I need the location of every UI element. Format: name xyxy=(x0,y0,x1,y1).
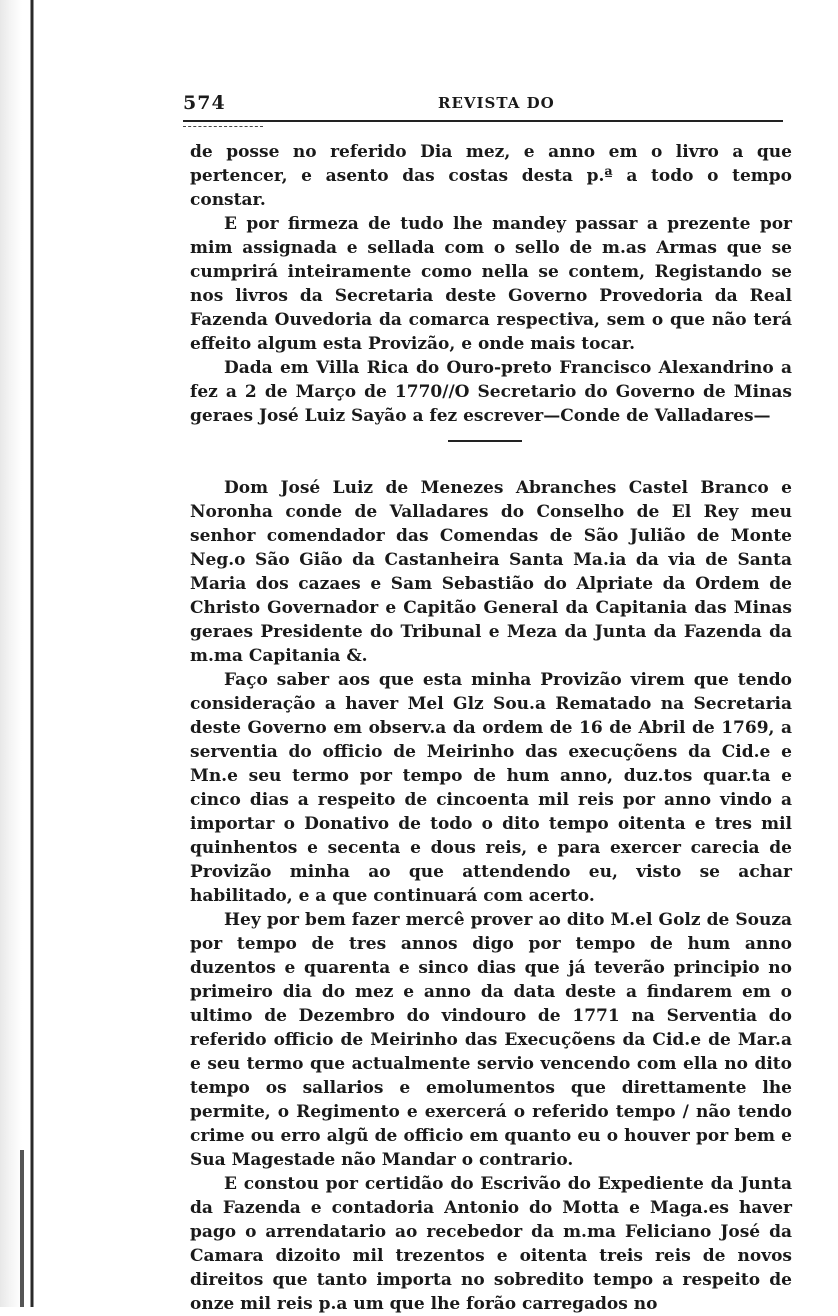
document-section-2 xyxy=(190,476,792,1316)
paragraph-dada: Dada em Villa Rica do Ouro-preto Francisco Alexandrino a fez a 2 de Março de 1770//O Secretario do Governo de Minas geraes José Luiz Sayão a fez escrever—Conde de Valladares— xyxy=(190,358,792,426)
header-rule-dashed xyxy=(183,126,263,128)
document-section-1 xyxy=(190,140,792,428)
paragraph-continuation: de posse no referido Dia mez, e anno em o livro a que pertencer, e asento das costas desta p.ª a todo o tempo constar. xyxy=(190,142,792,210)
page-header xyxy=(183,92,783,114)
section-divider xyxy=(448,440,522,442)
paragraph-dom-jose: Dom José Luiz de Menezes Abranches Castel Branco e Noronha conde de Valladares do Conselho de El Rey meu senhor comendador das Comendas de São Julião de Monte Neg.o São Gião da Castanheira Santa Ma.ia da via de Santa Maria dos cazaes e Sam Sebastião do Alpriate da Ordem de Christo Governador e Capitão General da Capitania das Minas geraes Presidente do Tribunal e Meza da Junta da Fazenda da m.ma Capitania &. xyxy=(190,478,792,666)
paragraph-firmeza: E por firmeza de tudo lhe mandey passar a prezente por mim assignada e sellada com o sello de m.as Armas que se cumprirá inteiramente como nella se contem, Registando se nos livros da Secretaria deste Governo Provedoria da Real Fazenda Ouvedoria da comarca respectiva, sem o que não terá effeito algum esta Provizão, e onde mais tocar. xyxy=(190,214,792,354)
page-binding-edge xyxy=(0,0,38,1307)
running-head: REVISTA DO xyxy=(438,94,555,112)
paragraph-faco-saber: Faço saber aos que esta minha Provizão virem que tendo consideração a haver Mel Glz Sou.a Rematado na Secretaria deste Governo em observ.a da ordem de 16 de Abril de 1769, a serventia do officio de Meirinho das execuçõens da Cid.e e Mn.e seu termo por tempo de hum anno, duz.tos quar.ta e cinco dias a respeito de cincoenta mil reis por anno vindo a importar o Donativo de todo o dito tempo oitenta e tres mil quinhentos e secenta e dous reis, e para exercer carecia de Provizão minha ao que attendendo eu, visto se achar habilitado, e a que continuará com acerto. xyxy=(190,670,792,906)
paragraph-hey-por-bem: Hey por bem fazer mercê prover ao dito M.el Golz de Souza por tempo de tres annos digo por tempo de hum anno duzentos e quarenta e sinco dias que já teverão principio no primeiro dia do mez e anno da data deste a findarem em o ultimo de Dezembro do vindouro de 1771 na Serventia do referido officio de Meirinho das Execuçõens da Cid.e de Mar.a e seu termo que actualmente servio vencendo com ella no dito tempo os sallarios e emolumentos que direttamente lhe permite, o Regimento e exercerá o referido tempo / não tendo crime ou erro algũ de officio em quanto eu o houver por bem e Sua Magestade não Mandar o contrario. xyxy=(190,910,792,1170)
header-rule xyxy=(183,120,783,122)
page-number: 574 xyxy=(183,92,226,114)
paragraph-e-constou: E constou por certidão do Escrivão do Expediente da Junta da Fazenda e contadoria Antonio do Motta e Maga.es haver pago o arrendatario ao recebedor da m.ma Feliciano José da Camara dizoito mil trezentos e oitenta treis reis de novos direitos que tanto importa no sobredito tempo a respeito de onze mil reis p.a um que lhe forão carregados no xyxy=(190,1174,792,1314)
